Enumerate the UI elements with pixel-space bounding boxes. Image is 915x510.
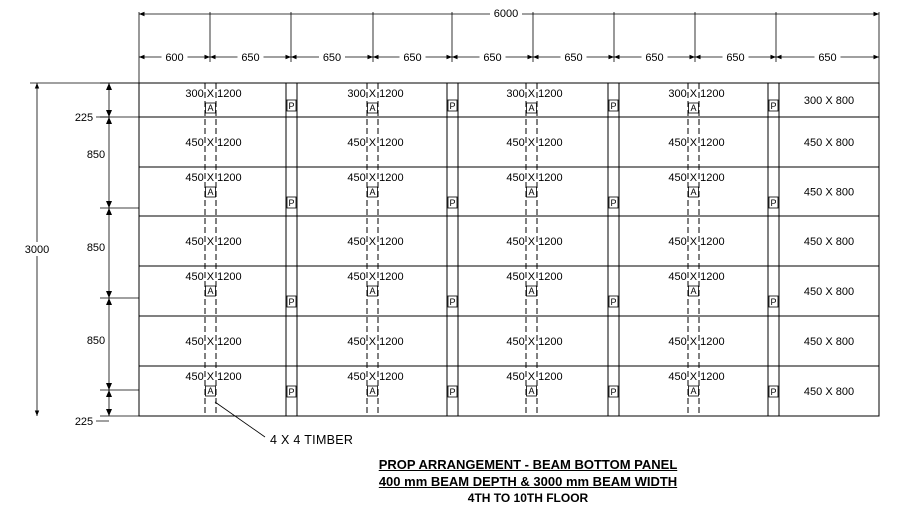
support-marker-label: A (528, 187, 535, 197)
panel-size-label: 450 X 1200 (185, 172, 242, 184)
panel-size-label: 450 X 1200 (347, 172, 404, 184)
prop-marker-label: P (770, 198, 777, 208)
dimension-arrow (106, 208, 112, 215)
dimension-arrow (106, 201, 112, 208)
panel-size-label: 450 X 1200 (668, 271, 725, 283)
last-column-size-label: 450 X 800 (803, 286, 855, 298)
panel-size-label: 450 X 1200 (347, 371, 404, 383)
overall-width-label: 6000 (493, 8, 519, 20)
support-marker-label: A (528, 286, 535, 296)
overall-height-label: 3000 (24, 244, 50, 256)
panel-size-label: 450 X 1200 (668, 371, 725, 383)
row-height-label: 850 (86, 149, 106, 161)
panel-size-label: 450 X 1200 (347, 271, 404, 283)
prop-marker-label: P (449, 101, 456, 111)
prop-marker-label: P (288, 198, 295, 208)
drawing-subtitle: 400 mm BEAM DEPTH & 3000 mm BEAM WIDTH (378, 474, 678, 489)
panel-size-label: 450 X 1200 (185, 336, 242, 348)
panel-size-label: 450 X 1200 (185, 236, 242, 248)
panel-size-label: 450 X 1200 (506, 336, 563, 348)
row-height-label: 225 (74, 416, 94, 428)
column-width-label: 650 (564, 52, 583, 64)
dimension-arrow (106, 383, 112, 390)
prop-marker-label: P (770, 297, 777, 307)
row-height-label: 850 (86, 335, 106, 347)
prop-marker-label: P (610, 297, 617, 307)
prop-marker-label: P (288, 101, 295, 111)
dimension-arrow (106, 83, 112, 90)
dimension-arrow (106, 409, 112, 416)
row-height-label: 850 (86, 242, 106, 254)
prop-marker-label: P (610, 387, 617, 397)
last-column-size-label: 450 X 800 (803, 186, 855, 199)
panel-size-label: 450 X 1200 (347, 336, 404, 348)
dimension-arrow (106, 110, 112, 117)
prop-marker-label: P (449, 387, 456, 397)
column-width-label: 650 (403, 52, 422, 64)
support-marker-label: A (207, 187, 214, 197)
last-column-size-label: 450 X 800 (803, 137, 855, 149)
support-marker-label: A (528, 103, 535, 113)
column-width-label: 650 (726, 52, 745, 64)
last-column-size-label: 450 X 800 (803, 386, 855, 398)
panel-size-label: 450 X 1200 (506, 137, 563, 149)
dimension-arrow (106, 390, 112, 397)
panel-size-label: 450 X 1200 (668, 137, 725, 149)
column-width-label: 650 (322, 52, 342, 64)
last-column-size-label: 300 X 800 (803, 95, 855, 107)
dimension-arrow (106, 298, 112, 305)
drawing-floor-range: 4TH TO 10TH FLOOR (467, 491, 589, 505)
prop-marker-label: P (449, 297, 456, 307)
panel-size-label: 450 X 1200 (668, 336, 725, 348)
support-marker-label: A (690, 386, 697, 396)
panel-size-label: 300 X 1200 (347, 88, 404, 100)
support-marker-label: A (369, 103, 376, 113)
panel-size-label: 450 X 1200 (668, 172, 725, 184)
support-marker-label: A (369, 187, 376, 197)
panel-size-label: 450 X 1200 (185, 137, 242, 149)
panel-size-label: 300 X 1200 (185, 88, 242, 100)
panel-size-label: 450 X 1200 (506, 172, 563, 184)
overall-width-dimension (139, 7, 879, 20)
prop-marker-label: P (288, 297, 295, 307)
panel-size-label: 450 X 1200 (185, 371, 242, 383)
support-marker-label: A (369, 386, 376, 396)
last-column-size-label: 450 X 800 (803, 236, 855, 248)
panel-size-label: 450 X 1200 (506, 271, 563, 283)
panel-size-label: 450 X 1200 (506, 371, 563, 383)
panel-size-label: 300 X 1200 (506, 88, 563, 100)
support-marker-label: A (690, 187, 697, 197)
column-width-label: 650 (483, 52, 502, 64)
prop-marker-label: P (610, 101, 617, 111)
prop-marker-label: P (770, 101, 777, 111)
column-width-label: 650 (241, 52, 260, 64)
panel-grid (139, 83, 879, 416)
support-marker-label: A (690, 103, 697, 113)
column-width-label: 650 (818, 52, 837, 64)
dimension-arrow (106, 291, 112, 298)
panel-size-label: 450 X 1200 (506, 236, 563, 248)
support-marker-label: A (207, 103, 214, 113)
column-width-dimensions (139, 51, 879, 64)
timber-callout: 4 X 4 TIMBER (270, 433, 354, 447)
panel-size-label: 450 X 1200 (668, 236, 725, 248)
support-marker-label: A (690, 286, 697, 296)
support-marker-label: A (207, 286, 214, 296)
panel-size-label: 450 X 1200 (347, 137, 404, 149)
row-height-label: 225 (74, 112, 94, 124)
row-height-dimensions (72, 83, 139, 428)
drawing-title: PROP ARRANGEMENT - BEAM BOTTOM PANEL (378, 457, 678, 472)
column-width-label: 650 (645, 52, 664, 64)
prop-marker-label: P (288, 387, 295, 397)
panel-size-label: 450 X 1200 (185, 271, 242, 283)
support-marker-label: A (528, 386, 535, 396)
panel-size-label: 450 X 1200 (347, 236, 404, 248)
overall-height-dimension (20, 83, 139, 416)
timber-leader-line (215, 402, 265, 437)
prop-marker-label: P (610, 198, 617, 208)
prop-marker-label: P (449, 198, 456, 208)
last-column-size-label: 450 X 800 (803, 336, 855, 348)
panel-size-label: 300 X 1200 (668, 88, 725, 100)
support-marker-label: A (369, 286, 376, 296)
column-width-label: 600 (165, 52, 184, 64)
extension-lines (139, 12, 879, 83)
dimension-arrow (106, 117, 112, 124)
prop-marker-label: P (770, 387, 777, 397)
support-marker-label: A (207, 386, 214, 396)
